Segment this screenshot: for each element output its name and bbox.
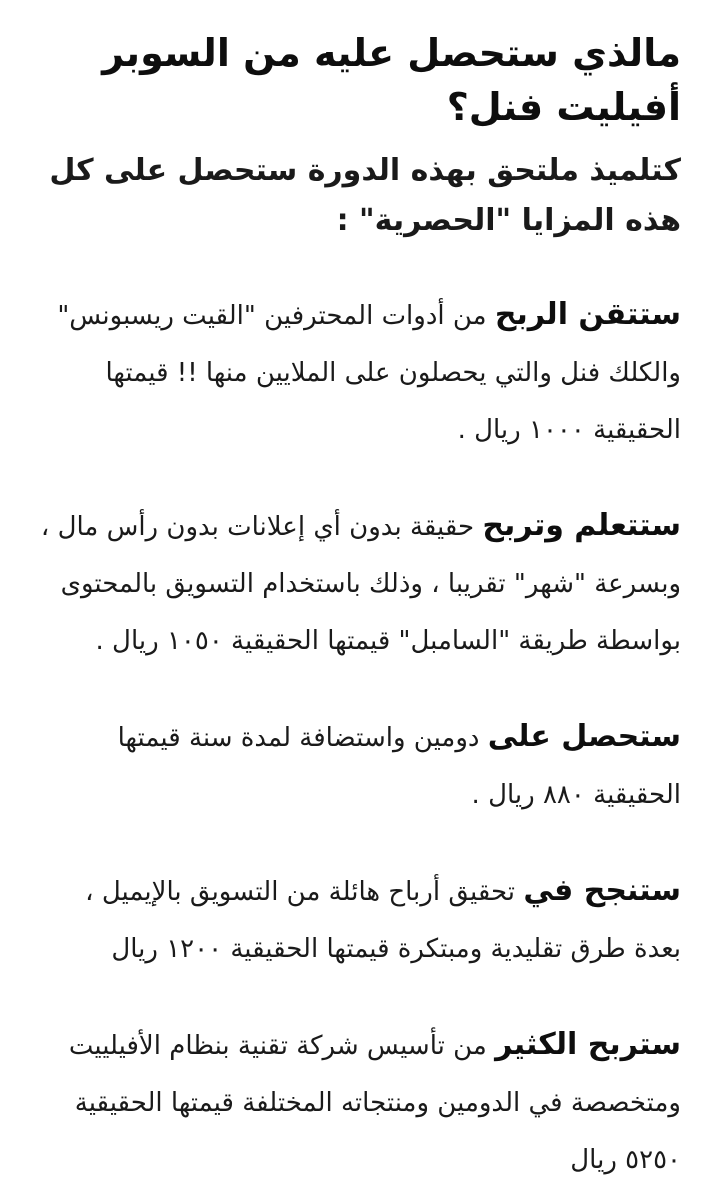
item-lead: ستتقن الربح	[494, 297, 681, 332]
item-text: دومين واستضافة لمدة سنة قيمتها الحقيقية ٨٨٠ ريال .	[117, 723, 681, 810]
item-text: من تأسيس شركة تقنية بنظام الأفيلييت ومتخصصة في الدومين ومنتجاته المختلفة قيمتها الحقيقية ٥٢٥٠ ريال	[68, 1031, 681, 1175]
item-lead: ستتعلم وتربح	[482, 508, 681, 543]
list-item	[36, 1016, 681, 1189]
item-text: تحقيق أرباح هائلة من التسويق بالإيميل ، بعدة طرق تقليدية ومبتكرة قيمتها الحقيقية ١٢٠٠ ريال	[85, 877, 681, 964]
list-item	[36, 708, 681, 824]
item-text: حقيقة بدون أي إعلانات بدون رأس مال ، وبسرعة "شهر" تقريبا ، وذلك باستخدام التسويق بالمحتوى بواسطة طريقة "السامبل" قيمتها الحقيقية ١٠٥٠ ريال .	[40, 512, 681, 656]
item-lead: ستحصل على	[487, 719, 681, 754]
page-subtitle: كتلميذ ملتحق بهذه الدورة ستحصل على كل هذه المزايا "الحصرية" :	[49, 153, 681, 238]
item-lead: ستنجح في	[523, 873, 681, 908]
list-item	[36, 286, 681, 459]
item-lead: ستربح الكثير	[495, 1027, 681, 1062]
list-item	[36, 497, 681, 670]
list-item	[36, 862, 681, 978]
page-title: مالذي ستحصل عليه من السوبر أفيليت فنل؟	[102, 31, 681, 129]
item-text: من أدوات المحترفين "القيت ريسبونس" والكلك فنل والتي يحصلون على الملايين منها !! قيمتها الحقيقية ١٠٠٠ ريال .	[57, 301, 681, 445]
